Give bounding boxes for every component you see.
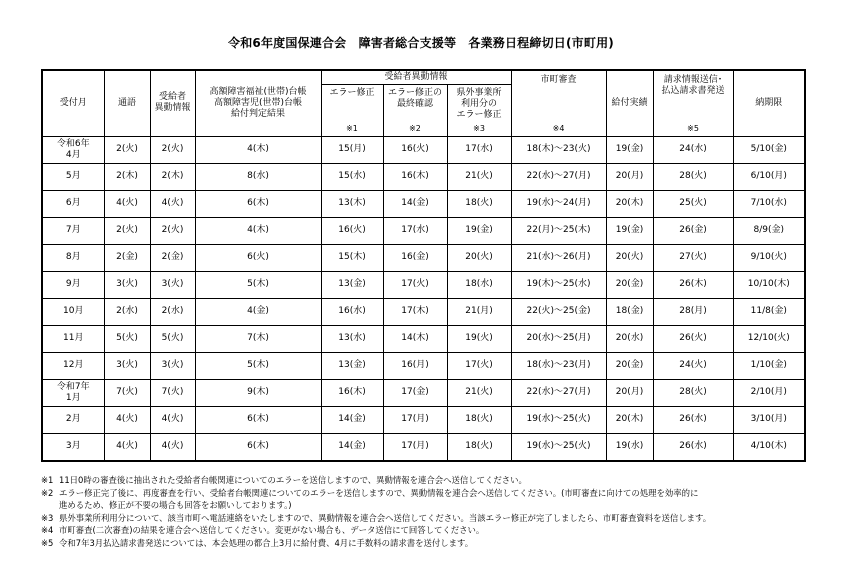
cell-c7: 19(水)～25(火) bbox=[511, 433, 606, 461]
cell-month: 10月 bbox=[42, 298, 104, 325]
cell-c4: 15(木) bbox=[321, 244, 383, 271]
cell-month: 5月 bbox=[42, 163, 104, 190]
cell-c6: 21(火) bbox=[447, 163, 511, 190]
table-row bbox=[42, 136, 805, 163]
footnote bbox=[41, 474, 831, 487]
cell-c7: 20(水)～25(月) bbox=[511, 325, 606, 352]
cell-c3: 4(木) bbox=[195, 217, 321, 244]
cell-c3: 6(火) bbox=[195, 244, 321, 271]
cell-c2: 4(火) bbox=[150, 406, 195, 433]
cell-c5: 16(金) bbox=[383, 244, 447, 271]
cell-c8: 20(月) bbox=[606, 163, 653, 190]
cell-c6: 21(火) bbox=[447, 379, 511, 406]
footnote-mark: ※2 bbox=[41, 487, 54, 498]
cell-c3: 4(金) bbox=[195, 298, 321, 325]
cell-c7: 22(火)～25(金) bbox=[511, 298, 606, 325]
cell-c1: 4(火) bbox=[104, 406, 150, 433]
cell-c1: 2(金) bbox=[104, 244, 150, 271]
cell-c9: 24(火) bbox=[653, 352, 733, 379]
cell-c7: 22(水)～27(月) bbox=[511, 379, 606, 406]
cell-c7: 19(水)～24(月) bbox=[511, 190, 606, 217]
cell-c10: 1/10(金) bbox=[733, 352, 805, 379]
footnote-text: 市町審査(二次審査)の結果を連合会へ送信してください。変更がない場合も、データ送信にて回答してください。 bbox=[59, 525, 485, 536]
cell-c4: 13(金) bbox=[321, 352, 383, 379]
footnote-text: エラー修正完了後に、再度審査を行い、受給者台帳関連についてのエラーを送信しますので、異動情報を連合会へ送信してください。(市町審査に向けての処理を効率的に bbox=[59, 487, 699, 498]
cell-c8: 19(水) bbox=[606, 433, 653, 461]
table-row bbox=[42, 298, 805, 325]
cell-c8: 20(火) bbox=[606, 244, 653, 271]
cell-c9: 26(金) bbox=[653, 217, 733, 244]
header-error-fix: エラー修正 ※1 bbox=[321, 84, 383, 136]
cell-month: 11月 bbox=[42, 325, 104, 352]
header-jukyu-info: 受給者 異動情報 bbox=[150, 70, 195, 136]
cell-c8: 19(金) bbox=[606, 217, 653, 244]
header-seikyu: 請求情報送信･ 払込請求書発送 ※5 bbox=[653, 70, 733, 136]
cell-c1: 2(火) bbox=[104, 217, 150, 244]
cell-c5: 14(金) bbox=[383, 190, 447, 217]
cell-c10: 7/10(水) bbox=[733, 190, 805, 217]
cell-c5: 16(木) bbox=[383, 163, 447, 190]
footnote bbox=[41, 524, 831, 537]
cell-c8: 20(金) bbox=[606, 271, 653, 298]
cell-c10: 2/10(月) bbox=[733, 379, 805, 406]
cell-c9: 26(火) bbox=[653, 325, 733, 352]
cell-month: 2月 bbox=[42, 406, 104, 433]
cell-c2: 2(火) bbox=[150, 136, 195, 163]
cell-month: 8月 bbox=[42, 244, 104, 271]
cell-c7: 22(月)～25(木) bbox=[511, 217, 606, 244]
cell-c4: 16(水) bbox=[321, 298, 383, 325]
footnotes bbox=[41, 474, 831, 550]
page-title: 令和6年度国保連合会 障害者総合支援等 各業務日程締切日(市町用) bbox=[228, 36, 614, 50]
footnote-text: 県外事業所利用分について、該当市町へ電話連絡をいたしますので、異動情報を連合会へ送信してください。当該エラー修正が完了しましたら、市町審査資料を送信します。 bbox=[59, 512, 712, 523]
cell-c3: 8(水) bbox=[195, 163, 321, 190]
cell-c7: 21(水)～26(月) bbox=[511, 244, 606, 271]
cell-c4: 13(金) bbox=[321, 271, 383, 298]
header-month: 受付月 bbox=[42, 70, 104, 136]
header-shicho: 市町審査 ※4 bbox=[511, 70, 606, 136]
cell-c2: 3(火) bbox=[150, 352, 195, 379]
table-row bbox=[42, 379, 805, 406]
cell-c3: 4(木) bbox=[195, 136, 321, 163]
cell-c2: 7(火) bbox=[150, 379, 195, 406]
cell-c1: 5(火) bbox=[104, 325, 150, 352]
footnote-mark: ※3 bbox=[41, 512, 54, 523]
cell-c6: 17(火) bbox=[447, 352, 511, 379]
cell-c3: 6(木) bbox=[195, 433, 321, 461]
cell-c6: 18(火) bbox=[447, 190, 511, 217]
cell-c7: 18(木)～23(火) bbox=[511, 136, 606, 163]
cell-c10: 5/10(金) bbox=[733, 136, 805, 163]
cell-c7: 18(水)～23(月) bbox=[511, 352, 606, 379]
cell-c9: 28(月) bbox=[653, 298, 733, 325]
cell-c5: 16(月) bbox=[383, 352, 447, 379]
cell-c10: 6/10(月) bbox=[733, 163, 805, 190]
cell-c1: 3(火) bbox=[104, 352, 150, 379]
cell-c1: 4(火) bbox=[104, 190, 150, 217]
cell-c6: 21(月) bbox=[447, 298, 511, 325]
cell-c4: 14(金) bbox=[321, 433, 383, 461]
cell-c5: 17(火) bbox=[383, 271, 447, 298]
cell-c2: 4(火) bbox=[150, 433, 195, 461]
table-row bbox=[42, 406, 805, 433]
cell-c9: 26(水) bbox=[653, 406, 733, 433]
cell-month: 令和7年 1月 bbox=[42, 379, 104, 406]
header-kengai: 県外事業所 利用分の エラー修正 ※3 bbox=[447, 84, 511, 136]
cell-c1: 4(火) bbox=[104, 433, 150, 461]
schedule-table bbox=[41, 69, 806, 462]
table-row bbox=[42, 271, 805, 298]
table-row bbox=[42, 163, 805, 190]
cell-c1: 2(水) bbox=[104, 298, 150, 325]
cell-c3: 5(木) bbox=[195, 271, 321, 298]
cell-c4: 16(火) bbox=[321, 217, 383, 244]
cell-c6: 19(火) bbox=[447, 325, 511, 352]
cell-c5: 14(木) bbox=[383, 325, 447, 352]
cell-c6: 19(金) bbox=[447, 217, 511, 244]
table-row bbox=[42, 217, 805, 244]
cell-c9: 26(木) bbox=[653, 271, 733, 298]
cell-c7: 22(水)～27(月) bbox=[511, 163, 606, 190]
cell-c9: 26(水) bbox=[653, 433, 733, 461]
table-row bbox=[42, 352, 805, 379]
cell-c8: 19(金) bbox=[606, 136, 653, 163]
cell-c5: 17(木) bbox=[383, 298, 447, 325]
cell-c6: 17(水) bbox=[447, 136, 511, 163]
cell-c3: 6(木) bbox=[195, 406, 321, 433]
cell-c2: 4(火) bbox=[150, 190, 195, 217]
cell-c1: 2(火) bbox=[104, 136, 150, 163]
cell-c6: 20(火) bbox=[447, 244, 511, 271]
cell-c8: 20(水) bbox=[606, 325, 653, 352]
cell-c2: 5(火) bbox=[150, 325, 195, 352]
cell-c10: 4/10(木) bbox=[733, 433, 805, 461]
cell-c2: 2(木) bbox=[150, 163, 195, 190]
cell-c10: 12/10(火) bbox=[733, 325, 805, 352]
cell-c5: 17(水) bbox=[383, 217, 447, 244]
cell-c5: 16(火) bbox=[383, 136, 447, 163]
footnote-mark: ※1 bbox=[41, 475, 54, 485]
cell-c1: 3(火) bbox=[104, 271, 150, 298]
cell-c4: 14(金) bbox=[321, 406, 383, 433]
cell-c3: 7(木) bbox=[195, 325, 321, 352]
cell-c2: 3(火) bbox=[150, 271, 195, 298]
footnote-text-continued: 進めるため、修正が不要の場合も回答をお願いしております。) bbox=[59, 500, 292, 511]
header-error-final: エラー修正の 最終確認 ※2 bbox=[383, 84, 447, 136]
cell-c5: 17(月) bbox=[383, 406, 447, 433]
cell-c2: 2(水) bbox=[150, 298, 195, 325]
cell-c4: 13(木) bbox=[321, 190, 383, 217]
cell-c8: 20(木) bbox=[606, 406, 653, 433]
cell-c10: 9/10(火) bbox=[733, 244, 805, 271]
cell-month: 9月 bbox=[42, 271, 104, 298]
cell-month: 3月 bbox=[42, 433, 104, 461]
cell-month: 12月 bbox=[42, 352, 104, 379]
footnote-mark: ※5 bbox=[41, 537, 54, 548]
cell-c9: 24(水) bbox=[653, 136, 733, 163]
table-row bbox=[42, 190, 805, 217]
cell-c10: 11/8(金) bbox=[733, 298, 805, 325]
header-kyufu: 給付実績 bbox=[606, 70, 653, 136]
footnote bbox=[41, 537, 831, 550]
cell-c9: 27(火) bbox=[653, 244, 733, 271]
cell-c5: 17(金) bbox=[383, 379, 447, 406]
cell-month: 令和6年 4月 bbox=[42, 136, 104, 163]
cell-c8: 18(金) bbox=[606, 298, 653, 325]
cell-c3: 6(木) bbox=[195, 190, 321, 217]
cell-c8: 20(金) bbox=[606, 352, 653, 379]
table-row bbox=[42, 433, 805, 461]
cell-c10: 3/10(月) bbox=[733, 406, 805, 433]
cell-c3: 5(木) bbox=[195, 352, 321, 379]
cell-c6: 18(火) bbox=[447, 406, 511, 433]
cell-c10: 10/10(木) bbox=[733, 271, 805, 298]
cell-c8: 20(月) bbox=[606, 379, 653, 406]
cell-c1: 2(木) bbox=[104, 163, 150, 190]
footnote bbox=[41, 512, 831, 525]
cell-c1: 7(火) bbox=[104, 379, 150, 406]
cell-c4: 15(月) bbox=[321, 136, 383, 163]
cell-c2: 2(金) bbox=[150, 244, 195, 271]
cell-c4: 16(木) bbox=[321, 379, 383, 406]
footnote bbox=[41, 487, 831, 500]
cell-c6: 18(火) bbox=[447, 433, 511, 461]
cell-month: 6月 bbox=[42, 190, 104, 217]
header-nouki: 納期限 bbox=[733, 70, 805, 136]
table-row bbox=[42, 244, 805, 271]
cell-c9: 25(火) bbox=[653, 190, 733, 217]
cell-c3: 9(木) bbox=[195, 379, 321, 406]
cell-month: 7月 bbox=[42, 217, 104, 244]
header-group-jukyu-ido: 受給者異動情報 bbox=[321, 70, 511, 84]
cell-c4: 13(水) bbox=[321, 325, 383, 352]
cell-c4: 15(水) bbox=[321, 163, 383, 190]
cell-c10: 8/9(金) bbox=[733, 217, 805, 244]
footnote-mark: ※4 bbox=[41, 525, 54, 536]
table-row bbox=[42, 325, 805, 352]
cell-c2: 2(火) bbox=[150, 217, 195, 244]
cell-c6: 18(水) bbox=[447, 271, 511, 298]
header-kogaku: 高額障害福祉(世帯)台帳 高額障害児(世帯)台帳 給付判定結果 bbox=[195, 70, 321, 136]
cell-c8: 20(木) bbox=[606, 190, 653, 217]
header-tsuuchi: 通語 bbox=[104, 70, 150, 136]
footnote-text: 令和7年3月払込請求書発送については、本会処理の都合上3月に給付費、4月に手数料の請求書を送付します。 bbox=[59, 537, 474, 548]
cell-c5: 17(月) bbox=[383, 433, 447, 461]
footnote-text: 11日0時の審査後に抽出された受給者台帳関連についてのエラーを送信しますので、異動情報を連合会へ送信してください。 bbox=[59, 475, 527, 485]
cell-c9: 28(火) bbox=[653, 379, 733, 406]
cell-c7: 19(木)～25(水) bbox=[511, 271, 606, 298]
cell-c7: 19(水)～25(火) bbox=[511, 406, 606, 433]
cell-c9: 28(火) bbox=[653, 163, 733, 190]
